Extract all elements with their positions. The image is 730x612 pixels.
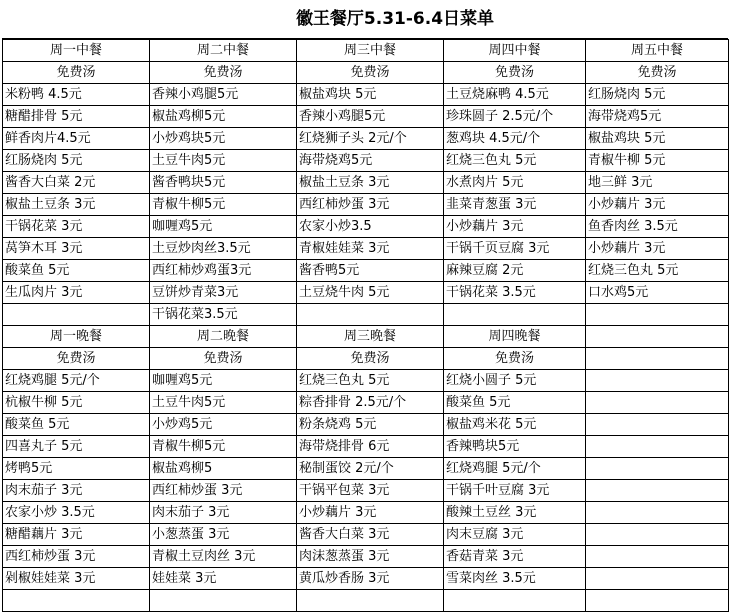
day-header: [586, 326, 729, 348]
menu-item-cell: 西红柿炒蛋 3元: [3, 546, 150, 568]
free-soup-cell: 免费汤: [444, 62, 586, 84]
menu-item-cell: 糖醋藕片 3元: [3, 524, 150, 546]
menu-item-cell: [586, 524, 729, 546]
menu-item-cell: [3, 590, 150, 612]
menu-item-cell: 莴笋木耳 3元: [3, 238, 150, 260]
menu-item-cell: [444, 304, 586, 326]
lunch-dish-row: [3, 128, 729, 150]
lunch-dish-row: [3, 106, 729, 128]
menu-item-cell: [297, 590, 444, 612]
menu-sheet: [2, 0, 728, 612]
menu-item-cell: 土豆烧牛肉 5元: [297, 282, 444, 304]
free-soup-cell: [586, 348, 729, 370]
menu-item-cell: 酸菜鱼 5元: [444, 392, 586, 414]
menu-item-cell: 土豆牛肉5元: [150, 150, 297, 172]
menu-item-cell: 红烧小圆子 5元: [444, 370, 586, 392]
free-soup-cell: 免费汤: [150, 62, 297, 84]
menu-item-cell: 椒盐鸡块 5元: [586, 128, 729, 150]
menu-item-cell: 小炒藕片 3元: [586, 194, 729, 216]
menu-item-cell: 生瓜肉片 3元: [3, 282, 150, 304]
lunch-dish-row: [3, 84, 729, 106]
day-header: 周一中餐: [3, 40, 150, 62]
free-soup-cell: 免费汤: [297, 62, 444, 84]
day-header: 周二中餐: [150, 40, 297, 62]
menu-item-cell: 小炒藕片 3元: [586, 238, 729, 260]
day-header: 周四中餐: [444, 40, 586, 62]
day-header: 周一晚餐: [3, 326, 150, 348]
lunch-dish-row: [3, 216, 729, 238]
dinner-dish-row: [3, 436, 729, 458]
menu-item-cell: 小炒鸡块5元: [150, 128, 297, 150]
menu-item-cell: 粽香排骨 2.5元/个: [297, 392, 444, 414]
menu-item-cell: 韭菜青葱蛋 3元: [444, 194, 586, 216]
menu-item-cell: 香菇青菜 3元: [444, 546, 586, 568]
menu-item-cell: 肉末豆腐 3元: [444, 524, 586, 546]
menu-item-cell: 娃娃菜 3元: [150, 568, 297, 590]
menu-item-cell: 酸菜鱼 5元: [3, 414, 150, 436]
lunch-dish-row: [3, 172, 729, 194]
menu-item-cell: 豆饼炒青菜3元: [150, 282, 297, 304]
menu-item-cell: [297, 304, 444, 326]
lunch-dish-row: [3, 238, 729, 260]
dinner-dish-row: [3, 546, 729, 568]
menu-item-cell: 青椒娃娃菜 3元: [297, 238, 444, 260]
menu-item-cell: 咖喱鸡5元: [150, 216, 297, 238]
menu-item-cell: 椒盐鸡柳5: [150, 458, 297, 480]
menu-item-cell: 红烧三色丸 5元: [444, 150, 586, 172]
lunch-dish-row: [3, 304, 729, 326]
menu-table: [2, 39, 729, 612]
menu-item-cell: 土豆炒肉丝3.5元: [150, 238, 297, 260]
menu-item-cell: 青椒牛柳5元: [150, 436, 297, 458]
menu-item-cell: 肉沫葱蒸蛋 3元: [297, 546, 444, 568]
menu-item-cell: 剁椒娃娃菜 3元: [3, 568, 150, 590]
lunch-dish-row: [3, 282, 729, 304]
day-header: 周五中餐: [586, 40, 729, 62]
menu-item-cell: 酱香鸭块5元: [150, 172, 297, 194]
menu-item-cell: [586, 392, 729, 414]
menu-item-cell: 杭椒牛柳 5元: [3, 392, 150, 414]
dinner-header-row: [3, 326, 729, 348]
free-soup-cell: 免费汤: [3, 62, 150, 84]
menu-item-cell: 咖喱鸡5元: [150, 370, 297, 392]
menu-item-cell: 口水鸡5元: [586, 282, 729, 304]
free-soup-cell: 免费汤: [444, 348, 586, 370]
menu-item-cell: 粉条烧鸡 5元: [297, 414, 444, 436]
dinner-dish-row: [3, 392, 729, 414]
menu-item-cell: [586, 414, 729, 436]
free-soup-cell: 免费汤: [586, 62, 729, 84]
menu-item-cell: 小炒藕片 3元: [444, 216, 586, 238]
menu-item-cell: 椒盐鸡米花 5元: [444, 414, 586, 436]
menu-item-cell: 红烧鸡腿 5元/个: [3, 370, 150, 392]
menu-item-cell: 红烧三色丸 5元: [297, 370, 444, 392]
menu-item-cell: 西红柿炒蛋 3元: [150, 480, 297, 502]
menu-item-cell: [586, 458, 729, 480]
menu-item-cell: 农家小炒 3.5元: [3, 502, 150, 524]
menu-item-cell: 红烧鸡腿 5元/个: [444, 458, 586, 480]
menu-item-cell: 酱香大白菜 2元: [3, 172, 150, 194]
dinner-dish-row: [3, 590, 729, 612]
menu-item-cell: 珍珠圆子 2.5元/个: [444, 106, 586, 128]
menu-item-cell: [586, 370, 729, 392]
menu-item-cell: 雪菜肉丝 3.5元: [444, 568, 586, 590]
free-soup-cell: 免费汤: [150, 348, 297, 370]
menu-item-cell: 葱鸡块 4.5元/个: [444, 128, 586, 150]
free-soup-cell: 免费汤: [297, 348, 444, 370]
dinner-dish-row: [3, 524, 729, 546]
menu-item-cell: 地三鲜 3元: [586, 172, 729, 194]
menu-item-cell: [586, 568, 729, 590]
menu-item-cell: [150, 590, 297, 612]
menu-item-cell: 四喜丸子 5元: [3, 436, 150, 458]
menu-item-cell: 椒盐鸡块 5元: [297, 84, 444, 106]
day-header: 周二晚餐: [150, 326, 297, 348]
lunch-dish-row: [3, 260, 729, 282]
menu-item-cell: 黄瓜炒香肠 3元: [297, 568, 444, 590]
menu-item-cell: 海带烧排骨 6元: [297, 436, 444, 458]
day-header: 周四晚餐: [444, 326, 586, 348]
menu-item-cell: 青椒土豆肉丝 3元: [150, 546, 297, 568]
menu-item-cell: [444, 590, 586, 612]
menu-item-cell: 干锅千叶豆腐 3元: [444, 480, 586, 502]
menu-item-cell: 小炒藕片 3元: [297, 502, 444, 524]
menu-item-cell: 麻辣豆腐 2元: [444, 260, 586, 282]
menu-item-cell: 秘制蛋饺 2元/个: [297, 458, 444, 480]
dinner-dish-row: [3, 458, 729, 480]
menu-item-cell: 酱香大白菜 3元: [297, 524, 444, 546]
menu-item-cell: 海带烧鸡5元: [586, 106, 729, 128]
menu-item-cell: 农家小炒3.5: [297, 216, 444, 238]
day-header: 周三晚餐: [297, 326, 444, 348]
menu-item-cell: 土豆牛肉5元: [150, 392, 297, 414]
lunch-soup-row: [3, 62, 729, 84]
menu-item-cell: 鱼香肉丝 3.5元: [586, 216, 729, 238]
dinner-dish-row: [3, 370, 729, 392]
lunch-dish-row: [3, 150, 729, 172]
menu-item-cell: 米粉鸭 4.5元: [3, 84, 150, 106]
menu-item-cell: 肉末茄子 3元: [3, 480, 150, 502]
menu-item-cell: 酸辣土豆丝 3元: [444, 502, 586, 524]
menu-item-cell: 干锅平包菜 3元: [297, 480, 444, 502]
menu-item-cell: 红肠烧肉 5元: [586, 84, 729, 106]
menu-item-cell: [3, 304, 150, 326]
menu-item-cell: 酸菜鱼 5元: [3, 260, 150, 282]
menu-item-cell: [586, 304, 729, 326]
menu-item-cell: 海带烧鸡5元: [297, 150, 444, 172]
menu-item-cell: 小葱蒸蛋 3元: [150, 524, 297, 546]
day-header: 周三中餐: [297, 40, 444, 62]
menu-title: 徽王餐厅5.31-6.4日菜单: [2, 0, 728, 39]
menu-item-cell: 肉末茄子 3元: [150, 502, 297, 524]
menu-item-cell: 干锅花菜 3.5元: [444, 282, 586, 304]
menu-item-cell: 糖醋排骨 5元: [3, 106, 150, 128]
menu-item-cell: 椒盐土豆条 3元: [297, 172, 444, 194]
menu-item-cell: [586, 480, 729, 502]
menu-item-cell: 小炒鸡5元: [150, 414, 297, 436]
dinner-dish-row: [3, 502, 729, 524]
menu-item-cell: 香辣鸭块5元: [444, 436, 586, 458]
menu-item-cell: 西红柿炒鸡蛋3元: [150, 260, 297, 282]
menu-item-cell: 红肠烧肉 5元: [3, 150, 150, 172]
menu-item-cell: [586, 502, 729, 524]
menu-item-cell: 椒盐鸡柳5元: [150, 106, 297, 128]
menu-item-cell: 香辣小鸡腿5元: [297, 106, 444, 128]
menu-item-cell: 干锅千页豆腐 3元: [444, 238, 586, 260]
lunch-header-row: [3, 40, 729, 62]
menu-item-cell: 香辣小鸡腿5元: [150, 84, 297, 106]
menu-item-cell: 青椒牛柳5元: [150, 194, 297, 216]
free-soup-cell: 免费汤: [3, 348, 150, 370]
menu-item-cell: 青椒牛柳 5元: [586, 150, 729, 172]
menu-item-cell: 西红柿炒蛋 3元: [297, 194, 444, 216]
dinner-soup-row: [3, 348, 729, 370]
lunch-dish-row: [3, 194, 729, 216]
menu-item-cell: [586, 436, 729, 458]
menu-item-cell: 红烧狮子头 2元/个: [297, 128, 444, 150]
menu-table-body: [3, 40, 729, 612]
menu-item-cell: 红烧三色丸 5元: [586, 260, 729, 282]
dinner-dish-row: [3, 480, 729, 502]
menu-item-cell: 鲜香肉片4.5元: [3, 128, 150, 150]
dinner-dish-row: [3, 568, 729, 590]
menu-item-cell: [586, 590, 729, 612]
menu-item-cell: 酱香鸭5元: [297, 260, 444, 282]
menu-item-cell: 土豆烧麻鸭 4.5元: [444, 84, 586, 106]
menu-item-cell: 干锅花菜3.5元: [150, 304, 297, 326]
menu-item-cell: 干锅花菜 3元: [3, 216, 150, 238]
menu-item-cell: 水煮肉片 5元: [444, 172, 586, 194]
menu-item-cell: [586, 546, 729, 568]
menu-item-cell: 烤鸭5元: [3, 458, 150, 480]
menu-item-cell: 椒盐土豆条 3元: [3, 194, 150, 216]
dinner-dish-row: [3, 414, 729, 436]
